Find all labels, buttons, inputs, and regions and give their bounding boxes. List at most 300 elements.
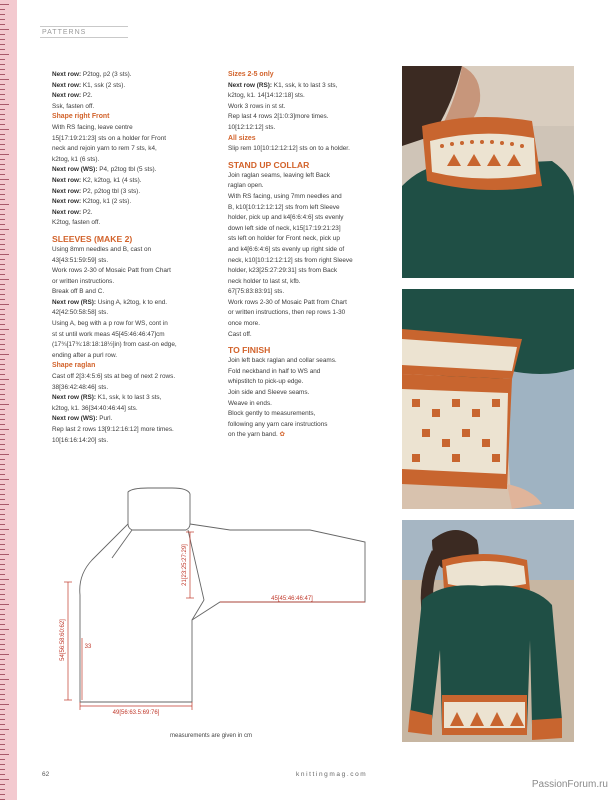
- instruction-line: [52, 383, 220, 394]
- ruler-tick: [0, 649, 5, 650]
- instruction-text: (17¾[17¾:18:18:18½]in) from cast-on edge,: [52, 341, 177, 349]
- ruler-tick: [0, 44, 5, 45]
- instruction-text: P2tog, p2 (3 sts).: [81, 71, 132, 78]
- instruction-text: sts left on holder for Front neck, pick up: [228, 235, 340, 243]
- instruction-text: holder, k23[25:27:29:31] sts from Back: [228, 267, 338, 275]
- instruction-text: down left side of neck, k15[17:19:21:23]: [228, 224, 341, 232]
- instruction-line: [52, 287, 220, 298]
- ruler-tick: [0, 109, 5, 110]
- ruler-tick: [0, 164, 5, 165]
- ruler-tick: [0, 364, 5, 365]
- instruction-text: P2, p2tog tbl (3 sts).: [81, 187, 141, 195]
- ruler-tick: [0, 524, 5, 525]
- row-label: Next row (WS):: [52, 166, 98, 174]
- ruler-tick: [0, 659, 5, 660]
- instruction-text: 10[12:12:12] sts.: [228, 123, 276, 131]
- measurement-caption: measurements are given in cm: [170, 733, 253, 739]
- ruler-tick: [0, 54, 9, 55]
- instruction-line: [228, 112, 400, 123]
- ruler-tick: [0, 794, 5, 795]
- ruler-tick: [0, 129, 9, 130]
- instruction-line: [52, 197, 220, 208]
- ruler-tick: [0, 104, 9, 105]
- ruler-tick: [0, 314, 5, 315]
- ruler-tick: [0, 769, 5, 770]
- ruler-tick: [0, 114, 5, 115]
- instruction-text: K2tog, fasten off.: [52, 219, 101, 227]
- ruler-tick: [0, 394, 5, 395]
- ruler-tick: [0, 739, 5, 740]
- ruler-tick: [0, 679, 9, 680]
- instruction-text: on the yarn band.: [228, 431, 278, 439]
- ruler-tick: [0, 119, 5, 120]
- instruction-text: and k4[6:6:4:6] sts evenly up right side of: [228, 245, 345, 253]
- instruction-text: Cast off.: [228, 330, 252, 338]
- ruler-tick: [0, 259, 5, 260]
- instruction-line: [52, 256, 220, 267]
- ruler-tick: [0, 69, 5, 70]
- ruler-tick: [0, 384, 5, 385]
- ruler-tick: [0, 199, 5, 200]
- ruler-tick: [0, 144, 5, 145]
- ruler-tick: [0, 184, 5, 185]
- ruler-tick: [0, 689, 5, 690]
- instruction-line: [228, 330, 400, 341]
- measuring-ruler: [0, 0, 17, 800]
- ruler-tick: [0, 334, 5, 335]
- ruler-tick: [0, 624, 5, 625]
- ruler-tick: [0, 459, 5, 460]
- ruler-tick: [0, 514, 5, 515]
- ruler-tick: [0, 354, 9, 355]
- instruction-line: [228, 409, 400, 420]
- instruction-line: [52, 144, 220, 155]
- ruler-tick: [0, 549, 5, 550]
- ruler-tick: [0, 9, 5, 10]
- ruler-tick: [0, 304, 9, 305]
- instruction-line: [228, 102, 400, 113]
- ruler-tick: [0, 469, 5, 470]
- ruler-tick: [0, 704, 9, 705]
- instruction-text: With RS facing, leave centre: [52, 123, 133, 131]
- ruler-tick: [0, 674, 5, 675]
- ruler-tick: [0, 574, 5, 575]
- ruler-tick: [0, 294, 5, 295]
- ruler-tick: [0, 564, 5, 565]
- ruler-tick: [0, 204, 9, 205]
- ruler-tick: [0, 734, 5, 735]
- photo-full-sweater: [402, 520, 574, 742]
- instruction-text: st st until work meas 45[45:46:46:47]cm: [52, 330, 165, 338]
- instruction-line: [228, 81, 400, 92]
- ruler-tick: [0, 449, 5, 450]
- ruler-tick: [0, 94, 5, 95]
- ruler-tick: [0, 534, 5, 535]
- instruction-line: [228, 319, 400, 330]
- instruction-line: [52, 245, 220, 256]
- ruler-tick: [0, 99, 5, 100]
- ruler-tick: [0, 264, 5, 265]
- instruction-text: 10[16:16:14:20] sts.: [52, 436, 109, 444]
- row-label: Next row:: [52, 71, 82, 78]
- instruction-line: [228, 171, 400, 182]
- instruction-text: Work 3 rows in st st.: [228, 102, 286, 110]
- instruction-line: [228, 287, 400, 298]
- instruction-line: [52, 404, 220, 415]
- subheading: Sizes 2-5 only: [228, 71, 274, 78]
- instruction-text: neck holder to last st, kfb.: [228, 277, 301, 285]
- instruction-line: [228, 277, 400, 288]
- instruction-line: [228, 245, 400, 256]
- ruler-tick: [0, 544, 5, 545]
- ruler-tick: [0, 139, 5, 140]
- ruler-tick: [0, 14, 5, 15]
- ruler-tick: [0, 339, 5, 340]
- instruction-line: [52, 340, 220, 351]
- instruction-line: [228, 181, 400, 192]
- row-label: Next row:: [52, 187, 82, 195]
- instruction-line: [52, 372, 220, 383]
- instruction-text: Cast off 2[3:4:5:6] sts at beg of next 2 rows.: [52, 373, 176, 381]
- ruler-tick: [0, 634, 5, 635]
- ruler-tick: [0, 754, 9, 755]
- instruction-text: 43[43:51:59:59] sts.: [52, 256, 109, 264]
- row-label: Next row (RS):: [228, 81, 273, 89]
- ruler-tick: [0, 19, 5, 20]
- instruction-text: Work rows 2-30 of Mosaic Patt from Chart: [52, 267, 171, 275]
- row-label: Next row:: [52, 208, 82, 216]
- instruction-line: [228, 356, 400, 367]
- ruler-tick: [0, 379, 9, 380]
- ruler-tick: [0, 639, 5, 640]
- ruler-tick: [0, 84, 5, 85]
- ruler-tick: [0, 599, 5, 600]
- ruler-tick: [0, 224, 5, 225]
- ruler-tick: [0, 594, 5, 595]
- ruler-tick: [0, 589, 5, 590]
- instruction-text: Work rows 2-30 of Mosaic Patt from Chart: [228, 298, 347, 306]
- ruler-tick: [0, 669, 5, 670]
- ruler-tick: [0, 474, 5, 475]
- instruction-text: neck and rejoin yarn to rem 7 sts, k4,: [52, 145, 157, 153]
- photo-sleeve-cuff: [402, 289, 574, 509]
- instruction-text: Block gently to measurements,: [228, 410, 316, 418]
- ruler-tick: [0, 494, 5, 495]
- instruction-text: k2tog, k1. 14[14:12:18] sts.: [228, 92, 305, 100]
- instruction-line: [52, 102, 220, 113]
- ruler-tick: [0, 219, 5, 220]
- ruler-tick: [0, 369, 5, 370]
- ruler-tick: [0, 324, 5, 325]
- instruction-text: Using A, k2tog, k to end.: [96, 298, 168, 306]
- instruction-line: [228, 203, 400, 214]
- ruler-tick: [0, 759, 5, 760]
- instruction-text: Join raglan seams, leaving left Back: [228, 171, 330, 179]
- ruler-tick: [0, 444, 5, 445]
- ruler-tick: [0, 284, 5, 285]
- ruler-tick: [0, 254, 9, 255]
- instruction-text: or written instructions.: [52, 277, 115, 285]
- ruler-tick: [0, 399, 5, 400]
- ruler-tick: [0, 249, 5, 250]
- instruction-text: P4, p2tog tbl (5 sts).: [97, 166, 157, 174]
- instruction-text: Using 8mm needles and B, cast on: [52, 245, 152, 253]
- ruler-tick: [0, 24, 5, 25]
- ruler-tick: [0, 729, 9, 730]
- ruler-tick: [0, 29, 9, 30]
- ruler-tick: [0, 519, 5, 520]
- instruction-line: [52, 414, 220, 425]
- length-label: 54[56:58:60:62]: [60, 619, 66, 661]
- raglan-depth-label: 21[23:25:27:29]: [182, 544, 188, 586]
- instruction-text: k2tog, k1. 36[34:40:46:44] sts.: [52, 404, 138, 412]
- instruction-text: K2, k2tog, k1 (4 sts).: [81, 176, 142, 184]
- ruler-tick: [0, 309, 5, 310]
- ruler-tick: [0, 409, 5, 410]
- instruction-text: Rep last 4 rows 2[1:0:3]more times.: [228, 113, 329, 121]
- ruler-tick: [0, 509, 5, 510]
- instruction-text: Break off B and C.: [52, 288, 105, 296]
- ruler-tick: [0, 344, 5, 345]
- section-heading: STAND UP COLLAR: [228, 159, 310, 170]
- ruler-tick: [0, 684, 5, 685]
- instruction-text: Join left back raglan and collar seams.: [228, 357, 337, 365]
- instruction-text: 42[42:50:58:58] sts.: [52, 309, 109, 317]
- instruction-line: [228, 367, 400, 378]
- site-url: knittingmag.com: [296, 771, 368, 778]
- chest-label: 49[56:63.5:69:76]: [112, 710, 160, 716]
- ruler-tick: [0, 749, 5, 750]
- end-mark-icon: ✿: [277, 431, 285, 439]
- ruler-tick: [0, 124, 5, 125]
- instruction-line: [228, 123, 400, 134]
- instruction-line: [52, 425, 220, 436]
- ruler-tick: [0, 389, 5, 390]
- instruction-text: once more.: [228, 320, 260, 328]
- ruler-tick: [0, 744, 5, 745]
- ruler-tick: [0, 279, 9, 280]
- ruler-tick: [0, 784, 5, 785]
- ruler-tick: [0, 664, 5, 665]
- row-label: Next row (RS):: [52, 394, 97, 402]
- subheading: All sizes: [228, 134, 256, 142]
- instruction-line: [228, 298, 400, 309]
- ruler-tick: [0, 239, 5, 240]
- ruler-tick: [0, 49, 5, 50]
- ruler-tick: [0, 174, 5, 175]
- instruction-text: Purl.: [97, 415, 113, 423]
- ruler-tick: [0, 64, 5, 65]
- ruler-tick: [0, 209, 5, 210]
- ruler-tick: [0, 714, 5, 715]
- ruler-tick: [0, 644, 5, 645]
- ruler-tick: [0, 194, 5, 195]
- ruler-tick: [0, 434, 5, 435]
- instruction-text: B, k10[10:12:12:12] sts from left Sleeve: [228, 203, 340, 211]
- instruction-line: [52, 218, 220, 229]
- ruler-tick: [0, 629, 9, 630]
- ruler-tick: [0, 539, 5, 540]
- ruler-tick: [0, 484, 5, 485]
- ruler-tick: [0, 559, 5, 560]
- instruction-line: [228, 91, 400, 102]
- instruction-line: [52, 393, 220, 404]
- instructions-column-right: [228, 70, 400, 441]
- instruction-line: [228, 266, 400, 277]
- row-label: Next row (RS):: [52, 298, 97, 306]
- instruction-line: [228, 399, 400, 410]
- instruction-text: Using A, beg with a p row for WS, cont in: [52, 320, 168, 328]
- instruction-text: 15[17:19:21:23] sts on a holder for Front: [52, 134, 167, 142]
- instruction-text: following any yarn care instructions: [228, 420, 328, 428]
- instruction-line: [228, 234, 400, 245]
- instruction-text: K1, ssk, k to last 3 sts,: [96, 394, 162, 402]
- instruction-line: [52, 319, 220, 330]
- instructions-column-left: [52, 70, 220, 446]
- ruler-tick: [0, 424, 5, 425]
- instruction-line: [52, 134, 220, 145]
- sleeve-label: 45[45:46:46:47]: [271, 596, 313, 602]
- instruction-line: [228, 256, 400, 267]
- instruction-line: [52, 208, 220, 219]
- instruction-line: [52, 308, 220, 319]
- watermark: PassionForum.ru: [531, 779, 608, 790]
- ruler-tick: [0, 159, 5, 160]
- instruction-text: K2tog, k1 (2 sts).: [81, 198, 132, 206]
- instruction-line: [52, 298, 220, 309]
- instruction-line: [228, 224, 400, 235]
- instruction-line: [228, 144, 400, 155]
- ruler-tick: [0, 189, 5, 190]
- ruler-tick: [0, 579, 9, 580]
- instruction-text: raglan open.: [228, 182, 264, 190]
- ruler-tick: [0, 604, 9, 605]
- ruler-tick: [0, 504, 9, 505]
- instruction-text: P2.: [81, 208, 93, 216]
- instruction-line: [52, 187, 220, 198]
- instruction-text: or written instructions, then rep rows 1-30: [228, 309, 346, 317]
- instruction-line: [52, 70, 220, 81]
- ruler-tick: [0, 39, 5, 40]
- ruler-tick: [0, 609, 5, 610]
- instruction-line: [52, 123, 220, 134]
- section-label: PATTERNS: [40, 26, 128, 38]
- ruler-tick: [0, 359, 5, 360]
- instruction-line: [228, 420, 400, 431]
- ruler-tick: [0, 169, 5, 170]
- ruler-tick: [0, 614, 5, 615]
- ruler-tick: [0, 289, 5, 290]
- ruler-tick: [0, 489, 5, 490]
- ruler-tick: [0, 439, 5, 440]
- ruler-tick: [0, 4, 9, 5]
- ruler-tick: [0, 464, 5, 465]
- ruler-tick: [0, 429, 9, 430]
- ruler-tick: [0, 179, 9, 180]
- ruler-tick: [0, 479, 9, 480]
- instruction-text: Rep last 2 rows 13[9:12:16:12] more times.: [52, 426, 174, 433]
- ruler-tick: [0, 719, 5, 720]
- instruction-text: With RS facing, using 7mm needles and: [228, 192, 342, 200]
- instruction-text: K1, ssk, k to last 3 sts,: [272, 81, 338, 89]
- garment-schematic: [20, 480, 400, 740]
- ruler-tick: [0, 619, 5, 620]
- instruction-text: Fold neckband in half to WS and: [228, 367, 321, 375]
- photo-collar-closeup: [402, 66, 574, 278]
- instruction-text: P2.: [81, 92, 93, 100]
- ruler-tick: [0, 529, 9, 530]
- ruler-tick: [0, 134, 5, 135]
- ruler-tick: [0, 779, 9, 780]
- ruler-tick: [0, 419, 5, 420]
- instruction-line: [52, 91, 220, 102]
- subheading: Shape raglan: [52, 362, 96, 370]
- row-label: Next row:: [52, 81, 82, 89]
- ruler-tick: [0, 554, 9, 555]
- instruction-text: Join side and Sleeve seams.: [228, 389, 310, 397]
- instruction-line: [228, 377, 400, 388]
- ruler-tick: [0, 34, 5, 35]
- section-heading: SLEEVES (MAKE 2): [52, 233, 133, 244]
- ruler-tick: [0, 694, 5, 695]
- ruler-tick: [0, 724, 5, 725]
- instruction-text: 67[75:83:83:91] sts.: [228, 288, 285, 296]
- ruler-tick: [0, 584, 5, 585]
- instruction-text: ending after a purl row.: [52, 351, 118, 359]
- instruction-line: [52, 277, 220, 288]
- ruler-tick: [0, 654, 9, 655]
- instruction-line: [228, 430, 400, 441]
- ruler-tick: [0, 349, 5, 350]
- instruction-line: [52, 165, 220, 176]
- ruler-tick: [0, 319, 5, 320]
- instruction-text: Weave in ends.: [228, 399, 272, 407]
- instruction-line: [228, 308, 400, 319]
- ruler-tick: [0, 454, 9, 455]
- instruction-text: neck, k10[10:12:12:12] sts from right Sleeve: [228, 256, 353, 264]
- instruction-line: [52, 176, 220, 187]
- instruction-text: Ssk, fasten off.: [52, 102, 95, 110]
- instruction-line: [52, 266, 220, 277]
- ruler-tick: [0, 699, 5, 700]
- ruler-tick: [0, 269, 5, 270]
- instruction-line: [52, 155, 220, 166]
- ruler-tick: [0, 709, 5, 710]
- ruler-tick: [0, 229, 9, 230]
- ruler-tick: [0, 59, 5, 60]
- instruction-text: K1, ssk (2 sts).: [81, 81, 126, 89]
- row-label: Next row:: [52, 176, 82, 184]
- instruction-line: [228, 213, 400, 224]
- ruler-tick: [0, 149, 5, 150]
- ruler-tick: [0, 329, 9, 330]
- instruction-line: [52, 330, 220, 341]
- ruler-tick: [0, 414, 5, 415]
- row-label: Next row (WS):: [52, 415, 98, 423]
- ruler-tick: [0, 764, 5, 765]
- instruction-text: Slip rem 10[10:12:12:12] sts on to a holder.: [228, 145, 350, 153]
- ruler-tick: [0, 299, 5, 300]
- ruler-tick: [0, 244, 5, 245]
- subheading: Shape right Front: [52, 113, 110, 121]
- ruler-tick: [0, 774, 5, 775]
- ruler-tick: [0, 569, 5, 570]
- ruler-tick: [0, 74, 5, 75]
- ruler-tick: [0, 499, 5, 500]
- instruction-line: [228, 192, 400, 203]
- ruler-tick: [0, 789, 5, 790]
- instruction-text: holder, pick up and k4[6:6:4:6] sts evenly: [228, 214, 344, 222]
